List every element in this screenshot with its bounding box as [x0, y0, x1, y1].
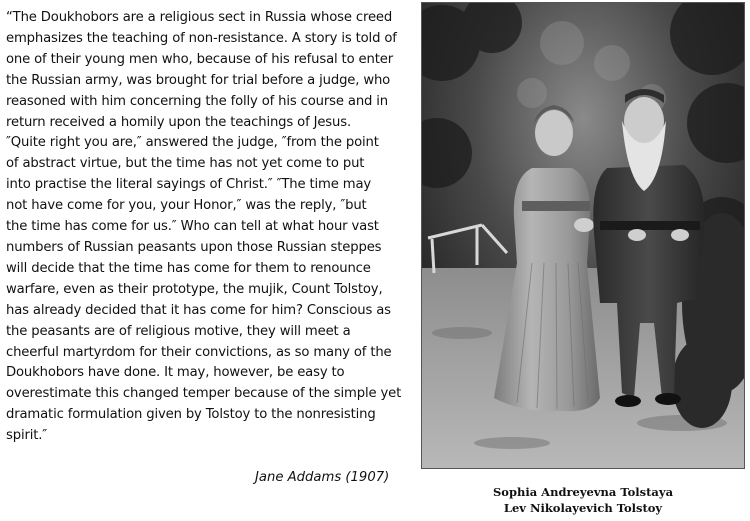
- quote-line: the time has come for us.″ Who can tell at what hour vast: [6, 219, 379, 235]
- quote-attribution: Jane Addams (1907): [255, 470, 390, 485]
- quote-line: reasoned with him concerning the folly of his course and in: [6, 93, 389, 109]
- photo-caption-lev: Lev Nikolayevich Tolstoy: [503, 501, 663, 515]
- quote-line: warfare, even as their prototype, the mujik, Count Tolstoy,: [6, 281, 383, 297]
- portrait-photo: [421, 2, 745, 469]
- quote-line: dramatic formulation given by Tolstoy to the nonresisting: [6, 407, 376, 423]
- quote-line: the Russian army, was brought for trial before a judge, who: [6, 72, 391, 88]
- quote-text: [6, 8, 408, 447]
- quote-line: not have come for you, your Honor,″ was the reply, ″but: [6, 198, 367, 214]
- quote-line: emphasizes the teaching of non-resistance. A story is told of: [6, 30, 397, 46]
- quote-line: cheerful martyrdom for their convictions, as so many of the: [6, 344, 392, 360]
- photo-caption-sophia: Sophia Andreyevna Tolstaya: [492, 485, 674, 499]
- quote-line: one of their young men who, because of his refusal to enter: [6, 51, 393, 67]
- quote-line: overestimate this changed temper because of the simple yet: [6, 386, 402, 402]
- quote-line: the peasants are of religious motive, they will meet a: [6, 323, 351, 339]
- quote-line: ″Quite right you are,″ answered the judge, ″from the point: [6, 135, 379, 151]
- quote-line: into practise the literal sayings of Christ.″ ″The time may: [6, 177, 372, 193]
- quote-line: return received a homily upon the teachings of Jesus.: [6, 114, 351, 130]
- quote-line: numbers of Russian peasants upon those Russian steppes: [6, 239, 382, 255]
- quote-line: Doukhobors have done. It may, however, be easy to: [6, 365, 345, 381]
- quote-line: will decide that the time has come for them to renounce: [6, 260, 371, 276]
- quote-line: has already decided that it has come for him? Conscious as: [6, 302, 391, 318]
- quote-line: “The Doukhobors are a religious sect in Russia whose creed: [6, 10, 393, 25]
- quote-line: of abstract virtue, but the time has not yet come to put: [6, 156, 365, 172]
- quote-line: spirit.″: [6, 428, 48, 444]
